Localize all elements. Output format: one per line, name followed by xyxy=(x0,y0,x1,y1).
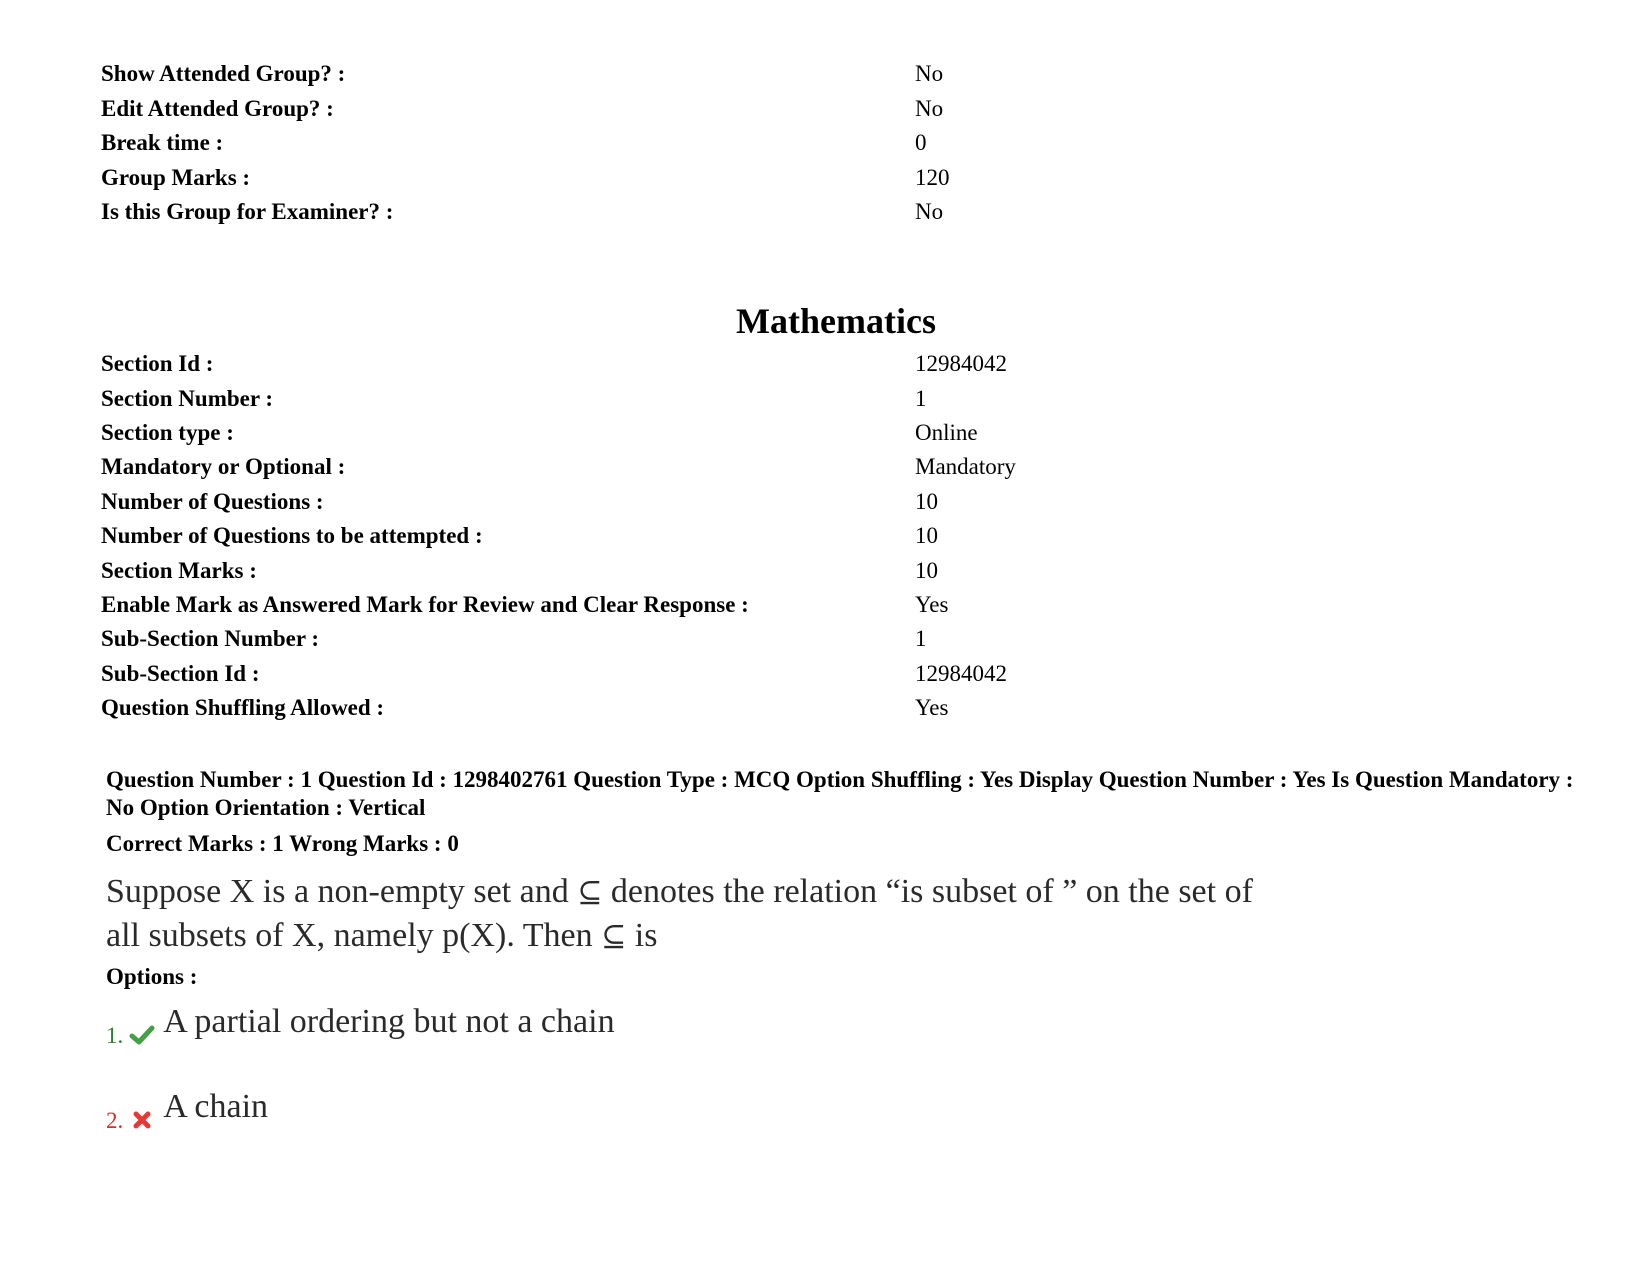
options-label: Options : xyxy=(106,964,198,989)
field-label: Enable Mark as Answered Mark for Review and Clear Response : xyxy=(101,591,749,617)
section-info-row xyxy=(101,381,1016,415)
field-value: No xyxy=(915,61,944,87)
check-icon xyxy=(129,1022,155,1048)
section-info-row xyxy=(101,657,1016,691)
field-value: 12984042 xyxy=(915,660,1007,686)
field-label: Section Marks : xyxy=(101,557,257,583)
section-info-row xyxy=(101,553,1016,587)
section-info-row xyxy=(101,450,1016,484)
option-text: A partial ordering but not a chain xyxy=(163,1003,615,1040)
section-info-table xyxy=(101,347,1016,725)
group-info-row xyxy=(101,161,950,196)
option-text: A chain xyxy=(163,1088,269,1125)
group-info-row xyxy=(101,126,950,161)
option-item xyxy=(106,1000,615,1050)
field-label: Section Number : xyxy=(101,385,274,411)
field-label: Section Id : xyxy=(101,351,214,377)
section-info-row xyxy=(101,588,1016,622)
field-label: Group Marks : xyxy=(101,164,251,190)
field-value: 120 xyxy=(915,164,950,190)
field-value: 12984042 xyxy=(915,351,1007,377)
option-item xyxy=(106,1085,268,1135)
question-text xyxy=(106,870,1256,958)
field-value: Yes xyxy=(915,591,949,617)
section-info-row xyxy=(101,347,1016,381)
question-marks: Correct Marks : 1 Wrong Marks : 0 xyxy=(106,831,459,856)
section-info-row xyxy=(101,691,1016,725)
field-label: Number of Questions : xyxy=(101,488,324,514)
field-value: 10 xyxy=(915,488,938,514)
group-info-row xyxy=(101,57,950,92)
field-value: Online xyxy=(915,419,978,445)
subset-symbol: ⊆ xyxy=(577,875,603,910)
field-value: 0 xyxy=(915,130,927,156)
field-value: Mandatory xyxy=(915,454,1016,480)
field-value: 1 xyxy=(915,385,927,411)
question-text-part: Suppose X is a non-empty set and xyxy=(106,873,569,910)
section-info-row xyxy=(101,622,1016,656)
field-label: Break time : xyxy=(101,130,224,156)
question-text-part: is xyxy=(634,917,658,954)
field-label: Question Shuffling Allowed : xyxy=(101,695,385,721)
field-value: 10 xyxy=(915,523,938,549)
subset-symbol: ⊆ xyxy=(601,919,627,954)
option-number: 2. xyxy=(106,1108,124,1133)
question-meta: Question Number : 1 Question Id : 1298402761 Question Type : MCQ Option Shuffling : Yes Display Question Number : Yes Is Question Mandatory : No Option Orientation : Vertical xyxy=(106,767,1574,820)
field-label: Number of Questions to be attempted : xyxy=(101,523,483,549)
field-label: Sub-Section Id : xyxy=(101,660,260,686)
field-label: Section type : xyxy=(101,419,234,445)
field-value: Yes xyxy=(915,695,949,721)
section-info-row xyxy=(101,519,1016,553)
field-value: 1 xyxy=(915,626,927,652)
section-info-row xyxy=(101,416,1016,450)
group-info-row xyxy=(101,195,950,230)
field-label: Sub-Section Number : xyxy=(101,626,320,652)
question-text-part: denotes the relation “is subset of ” on the set of all subsets of X, namely p(X). Then xyxy=(106,873,1253,954)
section-title: Mathematics xyxy=(736,301,936,341)
cross-icon xyxy=(129,1107,155,1133)
option-number: 1. xyxy=(106,1023,124,1048)
field-label: Show Attended Group? : xyxy=(101,61,346,87)
group-info-table xyxy=(101,57,950,230)
section-info-row xyxy=(101,485,1016,519)
field-label: Mandatory or Optional : xyxy=(101,454,346,480)
field-label: Is this Group for Examiner? : xyxy=(101,199,394,225)
group-info-row xyxy=(101,92,950,127)
field-value: No xyxy=(915,199,944,225)
field-value: 10 xyxy=(915,557,938,583)
field-value: No xyxy=(915,95,944,121)
field-label: Edit Attended Group? : xyxy=(101,95,334,121)
